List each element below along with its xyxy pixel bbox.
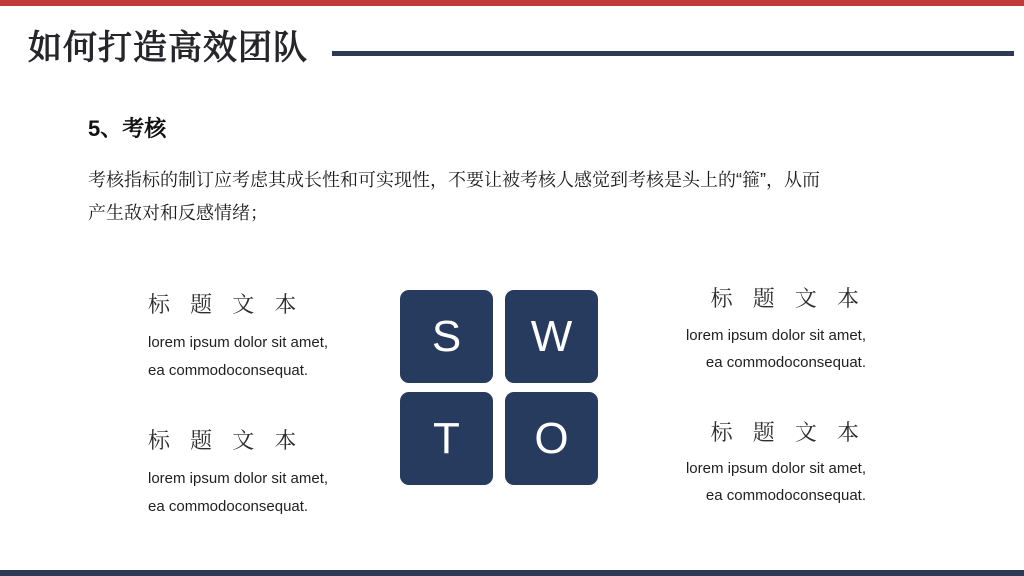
swot-tile-opportunities <box>505 392 598 485</box>
block-left-bottom-line2: ea commodoconsequat. <box>148 498 309 515</box>
title-underline-rule <box>332 51 1014 56</box>
section-body-line1: 考核指标的制订应考虑其成长性和可实现性，不要让被考核人感觉到考核是头上的“箍”，从而 <box>88 170 820 190</box>
block-right-top-line1: lorem ipsum dolor sit amet, <box>685 327 866 344</box>
block-right-bottom-title: 标 题 文 本 <box>710 420 866 445</box>
block-left-bottom <box>148 424 408 515</box>
swot-tile-threats <box>400 392 493 485</box>
section-body-line2: 产生敌对和反感情绪； <box>88 203 268 223</box>
block-left-bottom-line1: lorem ipsum dolor sit amet, <box>148 470 329 487</box>
swot-letter-t: T <box>433 413 460 463</box>
section-heading: 5、考核 <box>88 116 167 141</box>
block-left-top-line1: lorem ipsum dolor sit amet, <box>148 334 329 351</box>
top-accent-bar <box>0 0 1024 6</box>
block-left-bottom-title: 标 题 文 本 <box>148 428 304 453</box>
block-right-bottom-line1: lorem ipsum dolor sit amet, <box>685 460 866 477</box>
swot-tile-strengths <box>400 290 493 383</box>
swot-letter-w: W <box>530 311 573 361</box>
block-right-bottom <box>616 416 866 504</box>
block-left-top-line2: ea commodoconsequat. <box>148 362 309 379</box>
bottom-footer-bar <box>0 570 1024 576</box>
slide-title: 如何打造高效团队 <box>28 29 308 67</box>
swot-letter-o: O <box>534 413 569 463</box>
block-left-top-title: 标 题 文 本 <box>148 292 304 317</box>
swot-tile-weaknesses <box>505 290 598 383</box>
swot-letter-s: S <box>431 311 462 361</box>
section-body <box>88 164 918 230</box>
block-right-bottom-line2: ea commodoconsequat. <box>705 487 866 504</box>
block-left-top <box>148 288 408 379</box>
block-right-top <box>616 282 866 371</box>
block-right-top-line2: ea commodoconsequat. <box>705 354 866 371</box>
block-right-top-title: 标 题 文 本 <box>710 286 866 311</box>
